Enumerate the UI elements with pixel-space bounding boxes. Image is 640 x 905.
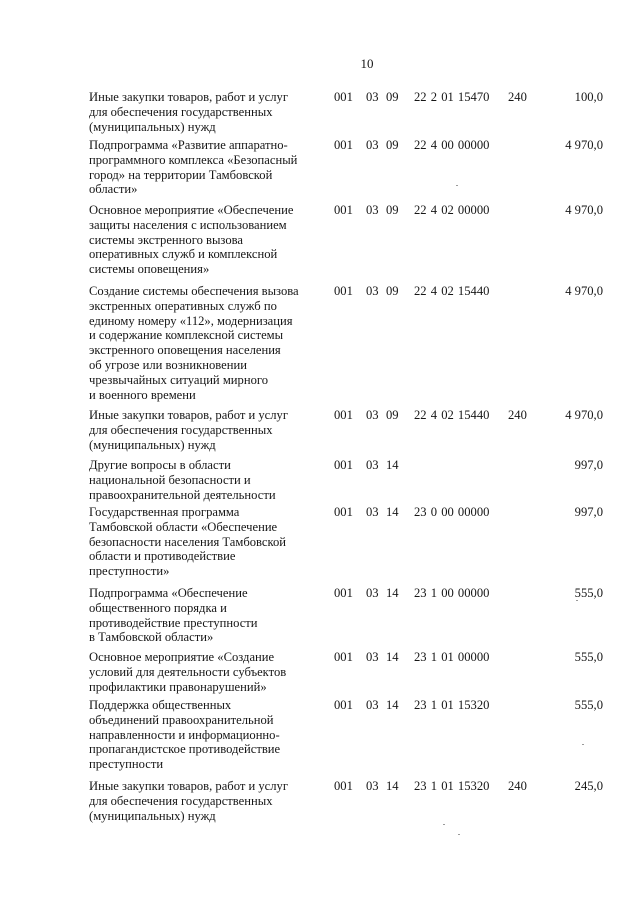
row-amount: 555,0 [574, 698, 603, 712]
row-subsection-code: 14 [386, 458, 399, 472]
table-row [0, 505, 640, 579]
row-subsection-code: 09 [386, 203, 399, 217]
row-target-article-code: 23 1 01 15320 [414, 779, 490, 793]
table-row [0, 90, 640, 134]
row-section-code: 03 [366, 284, 379, 298]
row-amount: 555,0 [574, 586, 603, 600]
row-ministry-code: 001 [334, 586, 353, 600]
row-ministry-code: 001 [334, 284, 353, 298]
row-target-article-code: 23 0 00 00000 [414, 505, 490, 519]
row-ministry-code: 001 [334, 698, 353, 712]
row-target-article-code: 23 1 01 00000 [414, 650, 490, 664]
row-section-code: 03 [366, 90, 379, 104]
row-subsection-code: 14 [386, 779, 399, 793]
row-name: Поддержка общественных объединений правоохранительной направленности и информационно- пропагандистское противодействие преступности [89, 698, 281, 772]
table-row [0, 138, 640, 197]
row-ministry-code: 001 [334, 138, 353, 152]
table-row [0, 779, 640, 823]
row-section-code: 03 [366, 505, 379, 519]
table-row [0, 586, 640, 645]
row-subsection-code: 09 [386, 138, 399, 152]
row-subsection-code: 14 [386, 650, 399, 664]
scan-speck [576, 600, 578, 601]
row-subsection-code: 14 [386, 586, 399, 600]
row-expense-type-code: 240 [508, 408, 527, 422]
row-section-code: 03 [366, 698, 379, 712]
row-subsection-code: 09 [386, 408, 399, 422]
row-target-article-code: 22 4 02 15440 [414, 284, 490, 298]
row-section-code: 03 [366, 586, 379, 600]
row-amount: 4 970,0 [565, 284, 603, 298]
row-name: Подпрограмма «Развитие аппаратно- программного комплекса «Безопасный город» на территории Тамбовской области» [89, 138, 298, 197]
scan-speck [582, 744, 584, 745]
row-subsection-code: 09 [386, 284, 399, 298]
row-expense-type-code: 240 [508, 90, 527, 104]
row-name: Основное мероприятие «Создание условий для деятельности субъектов профилактики правонарушений» [89, 650, 287, 694]
scan-speck [443, 824, 445, 825]
row-section-code: 03 [366, 203, 379, 217]
row-ministry-code: 001 [334, 408, 353, 422]
row-ministry-code: 001 [334, 505, 353, 519]
scan-speck [456, 185, 458, 186]
row-amount: 4 970,0 [565, 203, 603, 217]
table-row [0, 650, 640, 694]
row-section-code: 03 [366, 650, 379, 664]
row-target-article-code: 22 4 00 00000 [414, 138, 490, 152]
row-section-code: 03 [366, 458, 379, 472]
row-target-article-code: 22 4 02 00000 [414, 203, 490, 217]
row-name: Государственная программа Тамбовской области «Обеспечение безопасности населения Тамбовской области и противодействие преступности» [89, 505, 287, 579]
row-amount: 997,0 [574, 505, 603, 519]
table-row [0, 284, 640, 402]
row-amount: 4 970,0 [565, 138, 603, 152]
table-row [0, 698, 640, 772]
row-name: Иные закупки товаров, работ и услуг для обеспечения государственных (муниципальных) нужд [89, 90, 289, 134]
row-name: Иные закупки товаров, работ и услуг для обеспечения государственных (муниципальных) нужд [89, 408, 289, 452]
row-ministry-code: 001 [334, 779, 353, 793]
row-ministry-code: 001 [334, 90, 353, 104]
row-section-code: 03 [366, 779, 379, 793]
row-name: Подпрограмма «Обеспечение общественного порядка и противодействие преступности в Тамбовской области» [89, 586, 258, 645]
row-name: Другие вопросы в области национальной безопасности и правоохранительной деятельности [89, 458, 276, 502]
row-ministry-code: 001 [334, 650, 353, 664]
row-subsection-code: 14 [386, 698, 399, 712]
scan-speck [458, 834, 460, 835]
row-target-article-code: 22 2 01 15470 [414, 90, 490, 104]
row-section-code: 03 [366, 138, 379, 152]
row-amount: 4 970,0 [565, 408, 603, 422]
row-amount: 100,0 [574, 90, 603, 104]
row-target-article-code: 23 1 00 00000 [414, 586, 490, 600]
row-subsection-code: 14 [386, 505, 399, 519]
row-name: Иные закупки товаров, работ и услуг для обеспечения государственных (муниципальных) нужд [89, 779, 289, 823]
page-number: 10 [360, 56, 374, 71]
table-row [0, 458, 640, 502]
row-amount: 555,0 [574, 650, 603, 664]
row-target-article-code: 23 1 01 15320 [414, 698, 490, 712]
table-row [0, 203, 640, 277]
row-name: Создание системы обеспечения вызова экстренных оперативных служб по единому номеру «112», модернизация и содержание комплексной системы экстренного оповещения населения об угрозе или возникновении чрезвычайных ситуаций мирного и военного времени [89, 284, 299, 402]
row-amount: 245,0 [574, 779, 603, 793]
row-amount: 997,0 [574, 458, 603, 472]
row-subsection-code: 09 [386, 90, 399, 104]
row-ministry-code: 001 [334, 458, 353, 472]
row-target-article-code: 22 4 02 15440 [414, 408, 490, 422]
row-ministry-code: 001 [334, 203, 353, 217]
row-expense-type-code: 240 [508, 779, 527, 793]
table-row [0, 408, 640, 452]
row-section-code: 03 [366, 408, 379, 422]
row-name: Основное мероприятие «Обеспечение защиты населения с использованием системы экстренного вызова оперативных служб и комплексной системы оповещения» [89, 203, 294, 277]
